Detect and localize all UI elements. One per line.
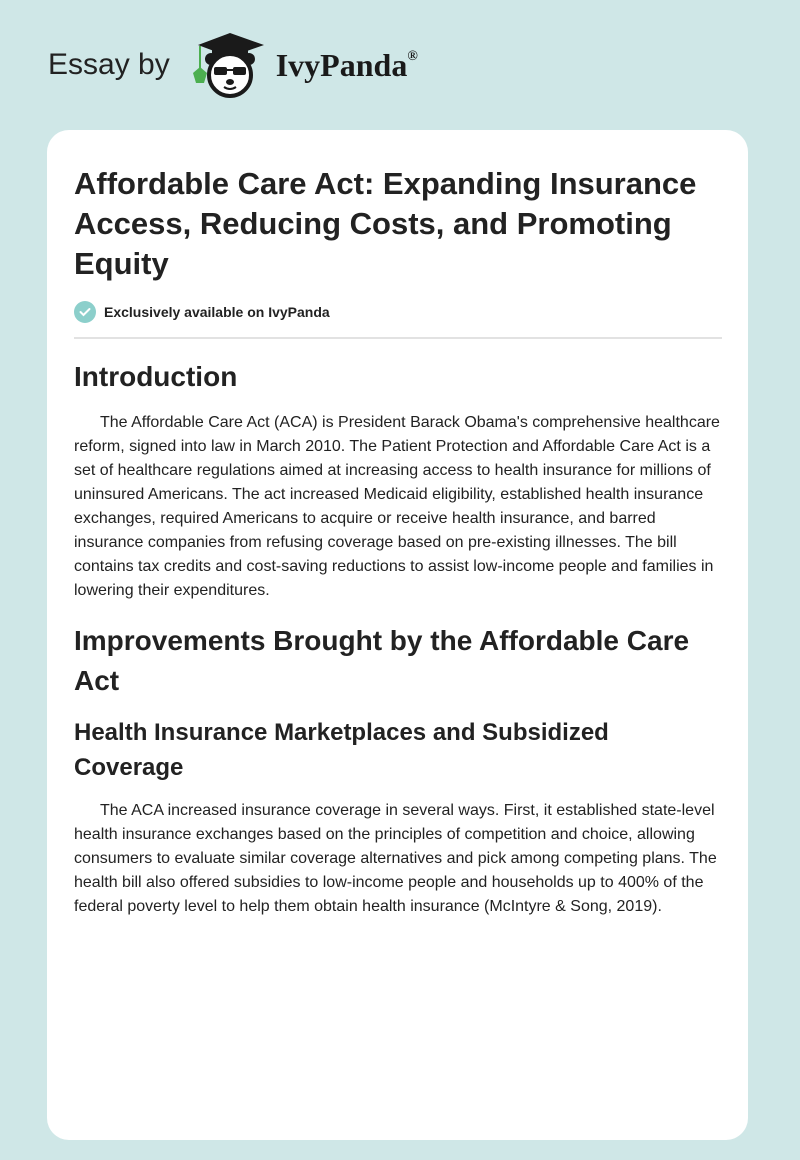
exclusive-badge [74,301,722,323]
site-header [48,30,418,100]
section-heading: Introduction [74,361,238,392]
check-icon [74,301,96,323]
panda-logo-icon [188,29,268,101]
badge-text: Exclusively available on IvyPanda [104,304,330,320]
section-heading: Improvements Brought by the Affordable Care Act [74,625,690,696]
brand-name: IvyPanda® [275,46,418,83]
subsection-heading: Health Insurance Marketplaces and Subsidized Coverage [74,719,609,781]
ivypanda-logo[interactable] [188,29,418,101]
essay-card [47,130,748,1140]
page-title: Affordable Care Act: Expanding Insurance Access, Reducing Costs, and Promoting Equity [74,166,697,281]
paragraph: The Affordable Care Act (ACA) is President Barack Obama's comprehensive healthcare reform, signed into law in March 2010. The Patient Protection and Affordable Care Act is a set of healthcare regulations aimed at increasing access to health insurance for millions of uninsured Americans. The act increased Medicaid eligibility, established health insurance exchanges, required Americans to acquire or receive health insurance, and barred insurance companies from refusing coverage based on pre-existing illnesses. The bill contains tax credits and cost-saving reductions to assist low-income people and families in lowering their expenditures. [74,414,720,599]
divider [74,337,722,339]
essay-by-label: Essay by [48,48,170,81]
paragraph: The ACA increased insurance coverage in several ways. First, it established state-level health insurance exchanges based on the principles of competition and choice, allowing consumers to evaluate similar coverage alternatives and pick among competing plans. The health bill also offered subsidies to low-income people and households up to 400% of the federal poverty level to help them obtain health insurance (McIntyre & Song, 2019). [74,802,717,915]
